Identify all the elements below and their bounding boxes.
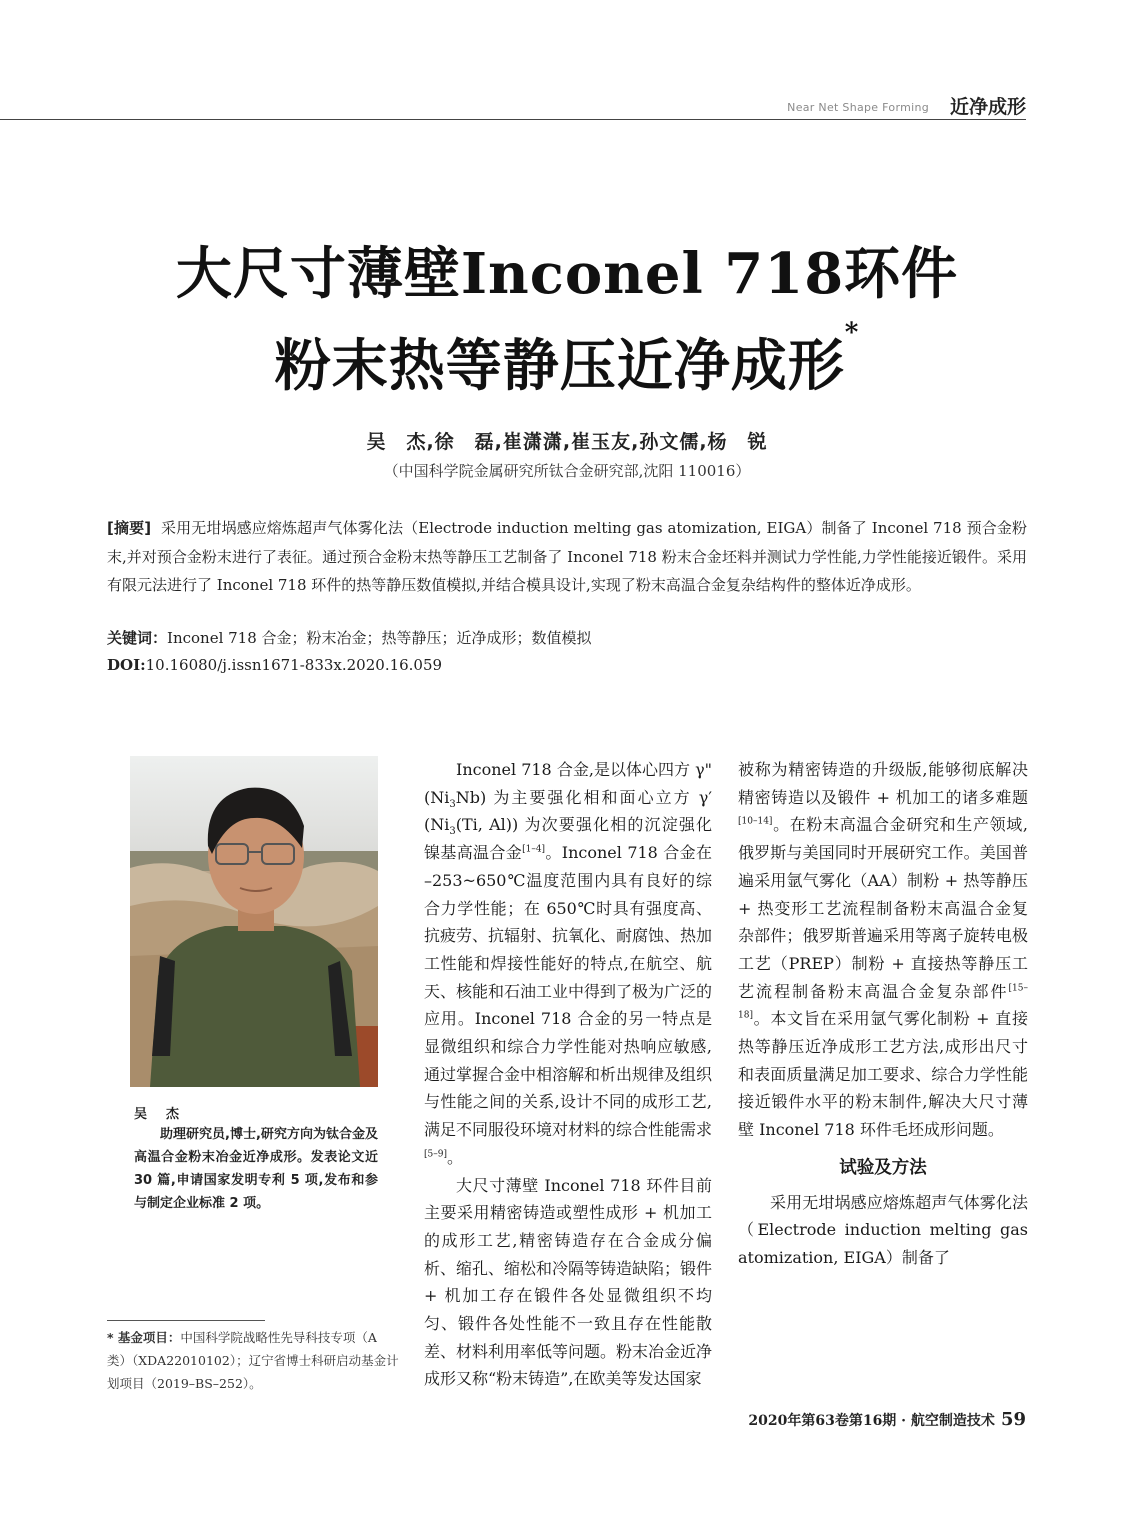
abstract-text: 采用无坩埚感应熔炼超声气体雾化法（Electrode induction melting gas atomization, EIGA）制备了 Inconel 718 预合金粉末,并对预合金粉末进行了表征。通过预合金粉末热等静压工艺制备了 Inconel 718 粉末合金坯料并测试力学性能,力学性能接近锻件。采用有限元法进行了 Inconel 718 环件的热等静压数值模拟,并结合模具设计,实现了粉末高温合金复杂结构件的整体近净成形。 [107,519,1027,595]
funding-footnote [107,1326,399,1395]
doi [107,656,1027,674]
page-number: 59 [1000,1409,1026,1430]
author-list: 吴 杰,徐 磊,崔潇潇,崔玉友,孙文儒,杨 锐 [366,431,768,453]
abstract [107,514,1027,600]
running-header-cn: 近净成形 [949,96,1026,118]
author-photo-illustration [130,756,378,1087]
keywords [107,627,1027,648]
title-footnote-mark: * [844,318,860,348]
doi-text: 10.16080/j.issn1671-833x.2020.16.059 [145,656,443,674]
issue-info: 2020年第63卷第16期 · 航空制造技术 [748,1413,995,1429]
citation: [15–18] [738,983,1028,1021]
citation: [1–4] [522,844,546,855]
funding-text: 中国科学院战略性先导科技专项（A 类）（XDA22010102）；辽宁省博士科研启动基金计划项目（2019–BS–252）。 [107,1330,399,1391]
body-column-1 [424,756,712,1393]
paragraph-1: Inconel 718 合金,是以体心四方 $\gamma"(Ni_3Nb)$ 为主要强化相和面心立方 $\gamma'(Ni_3(Ti$, Al)) 为次要强化相的沉淀强化镍基高温合金[1–4]。Inconel 718 合金在 –253~650℃温度范围内具有良好的综合力学性能；在 650℃时具有强度高、抗疲劳、抗辐射、抗氧化、耐腐蚀、热加工性能和焊接性能好的特点,在航空、航天、核能和石油工业中得到了极为广泛的应用。Inconel 718 合金的另一特点是显微组织和综合力学性能对热响应敏感,通过掌握合金中相溶解和析出规律及组织与性能之间的关系,设计不同的成形工艺,满足不同服役环境对材料的综合性能需求[5–9]。 [424,760,713,1167]
citation: [5–9] [424,1149,447,1160]
author-photo [130,756,378,1087]
keywords-label: 关键词： [107,629,168,647]
paragraph-2: 大尺寸薄壁 Inconel 718 环件目前主要采用精密铸造或塑性成形 + 机加工的成形工艺,精密铸造存在合金成分偏析、缩孔、缩松和冷隔等铸造缺陷；锻件 + 机加工存在锻件各处显微组织不均匀、锻件各处性能不一致且存在性能散差、材料利用率低等问题。粉末冶金近净成形又称“粉末铸造”,在欧美等发达国家 [424,1175,713,1389]
bio-text: 助理研究员,博士,研究方向为钛合金及高温合金粉末冶金近净成形。发表论文近 30 篇,申请国家发明专利 5 项,发布和参与制定企业标准 2 项。 [134,1127,378,1211]
paper-title-line2: 粉末热等静压近净成形* [274,318,860,399]
affiliation: （中国科学院金属研究所钛合金研究部,沈阳 110016） [383,462,751,480]
funding-label: * 基金项目： [107,1330,181,1345]
paragraph-2-continued: 被称为精密铸造的升级版,能够彻底解决精密铸造以及锻件 + 机加工的诸多难题[10–14]。在粉末高温合金研究和生产领域,俄罗斯与美国同时开展研究工作。美国普遍采用氩气雾化（AA）制粉 + 热等静压 + 热变形工艺流程制备粉末高温合金复杂部件；俄罗斯普遍采用等离子旋转电极工艺（PREP）制粉 + 直接热等静压工艺流程制备粉末高温合金复杂部件[15–18]。本文旨在采用氩气雾化制粉 + 直接热等静压近净成形工艺方法,成形出尺寸和表面质量满足加工要求、综合力学性能接近锻件水平的粉末制件,解决大尺寸薄壁 Inconel 718 环件毛坯成形问题。 [738,760,1028,1140]
doi-label: DOI: [107,656,146,674]
body-column-2 [738,756,1028,1272]
section-heading: 试验及方法 [839,1157,927,1178]
footnote-rule [107,1320,265,1321]
page-footer [748,1409,1026,1430]
paragraph-3: 采用无坩埚感应熔炼超声气体雾化法（Electrode induction melting gas atomization, EIGA）制备了 [738,1192,1028,1267]
bio-name: 吴 杰 [134,1107,183,1122]
abstract-label: [摘要] [107,519,152,537]
citation: [10–14] [738,817,773,828]
paper-title-line1: 大尺寸薄壁Inconel 718环件 [175,241,959,307]
header-rule [0,119,1026,120]
running-header-en: Near Net Shape Forming [787,101,929,114]
keywords-text: Inconel 718 合金；粉末冶金；热等静压；近净成形；数值模拟 [167,629,592,647]
